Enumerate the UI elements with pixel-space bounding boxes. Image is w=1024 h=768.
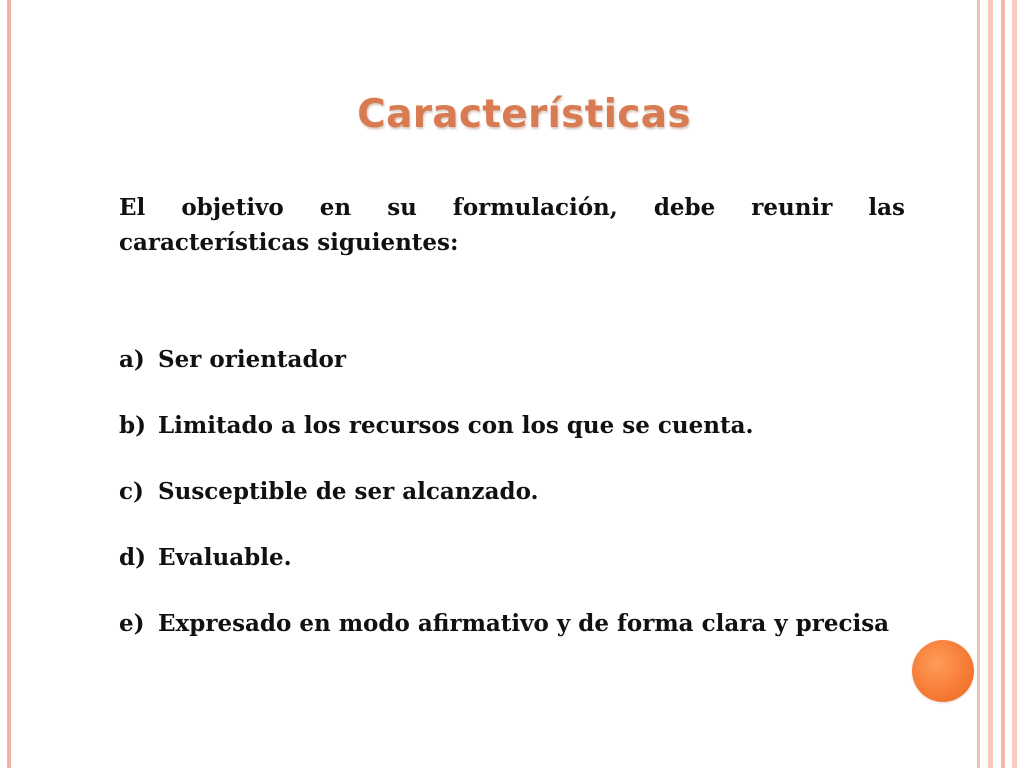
- characteristics-list: [119, 344, 905, 674]
- orange-circle-decoration: [912, 640, 974, 702]
- list-marker: b): [119, 412, 146, 439]
- list-item-text: Limitado a los recursos con los que se cuenta.: [158, 412, 754, 439]
- list-item: [119, 542, 905, 574]
- list-item: [119, 476, 905, 508]
- slide-title: Características: [357, 92, 691, 137]
- list-marker: a): [119, 346, 145, 373]
- list-item-text: Ser orientador: [158, 346, 346, 373]
- intro-paragraph: El objetivo en su formulación, debe reunir las características siguientes:: [119, 194, 905, 256]
- list-marker: c): [119, 478, 144, 505]
- list-item: [119, 410, 905, 442]
- list-item-text: Susceptible de ser alcanzado.: [158, 478, 539, 505]
- list-marker: e): [119, 610, 145, 637]
- list-item-text: Expresado en modo afirmativo y de forma clara y precisa: [158, 610, 890, 637]
- list-item: [119, 608, 905, 640]
- list-item-text: Evaluable.: [158, 544, 292, 571]
- list-item: [119, 344, 905, 376]
- list-marker: d): [119, 544, 146, 571]
